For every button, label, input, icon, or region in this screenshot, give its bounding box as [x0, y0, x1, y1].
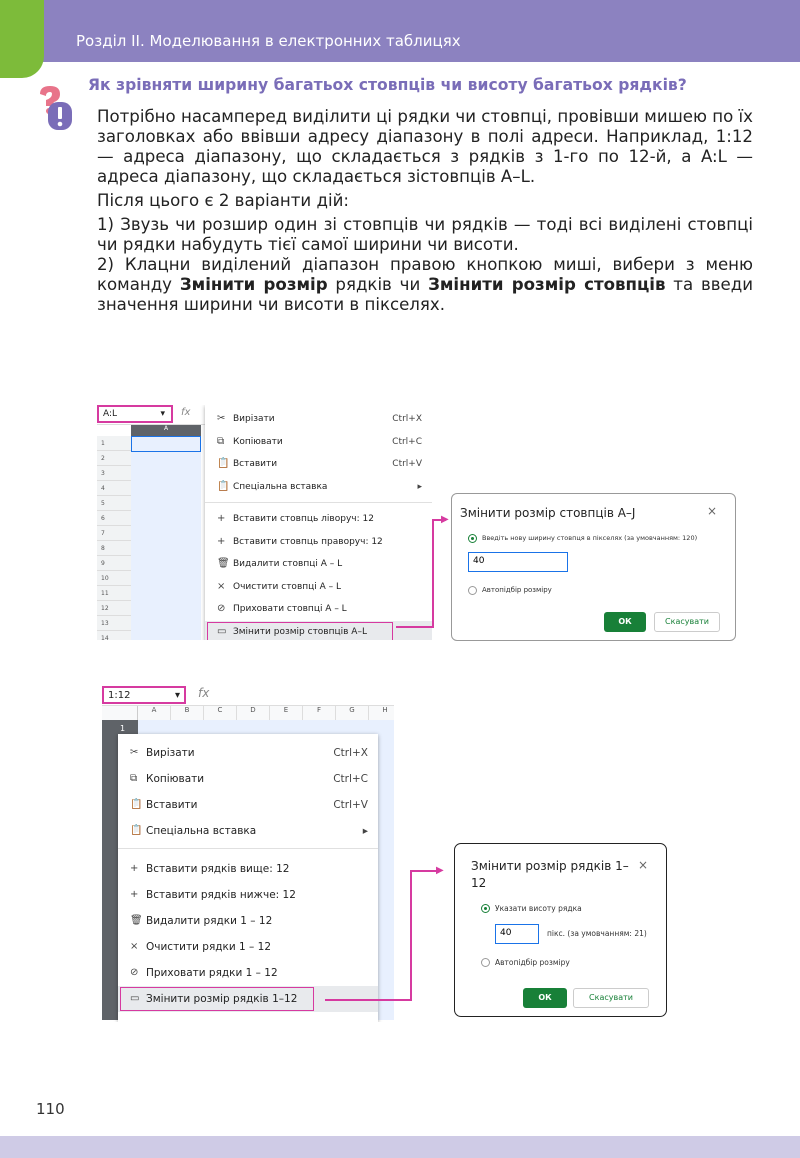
- col-header-a[interactable]: A: [131, 425, 201, 436]
- active-cell: [131, 436, 201, 452]
- menu-item-icon: ⊘: [217, 603, 226, 614]
- menu-item[interactable]: [205, 553, 432, 576]
- menu-item-label: Приховати стовпці A – L: [233, 604, 347, 614]
- row-header[interactable]: 1: [97, 436, 131, 451]
- menu-item-icon: ×: [217, 580, 226, 592]
- column-header[interactable]: G: [336, 706, 369, 720]
- menu-item-icon: +: [130, 889, 139, 900]
- menu-item-label: Спеціальна вставка: [233, 481, 328, 492]
- question-heading: Як зрівняти ширину багатьох стовпців чи висоту багатьох рядків?: [88, 76, 687, 94]
- menu-item-icon: ⊘: [130, 967, 139, 978]
- height-input[interactable]: 40: [495, 924, 539, 944]
- menu-item-label: Копіювати: [233, 436, 283, 447]
- header-green-tab: [0, 0, 44, 78]
- connector-line: [432, 519, 434, 627]
- menu-item-icon: 📋: [130, 799, 143, 810]
- chapter-title: Розділ ІІ. Моделювання в електронних таблицях: [76, 32, 461, 50]
- menu-item-shortcut: Ctrl+X: [392, 414, 422, 424]
- selected-column: [131, 436, 201, 640]
- arrow-head-icon: ▶: [436, 865, 444, 876]
- menu-item[interactable]: [118, 934, 378, 960]
- menu-item-label: Спеціальна вставка: [146, 825, 257, 837]
- ok-button[interactable]: ОК: [523, 988, 567, 1008]
- body-text: [97, 107, 753, 319]
- option-label: Указати висоту рядка: [495, 904, 582, 913]
- paragraph-4: 2) Клацни виділений діапазон правою кнопкою миші, вибери з меню команду Змінити розмір рядків чи Змінити розмір стовпців та введи значення ширини чи висоти в пікселях.: [97, 255, 753, 314]
- question-icon: [36, 84, 76, 132]
- row-header[interactable]: 9: [97, 556, 131, 571]
- name-box[interactable]: 1:12 ▾: [102, 686, 186, 704]
- menu-separator: [118, 848, 378, 849]
- menu-item[interactable]: [205, 576, 432, 599]
- paragraph-3: 1) Звузь чи розшир один зі стовпців чи рядків — тоді всі виділені стовпці чи рядки набудуть тієї самої ширини чи висоти.: [97, 215, 753, 254]
- column-header[interactable]: B: [171, 706, 204, 720]
- menu-item-shortcut: ▸: [362, 825, 368, 837]
- menu-item[interactable]: [205, 408, 432, 431]
- menu-item-shortcut: Ctrl+C: [333, 773, 368, 785]
- menu-item-shortcut: Ctrl+V: [333, 799, 368, 811]
- width-input[interactable]: 40: [468, 552, 568, 572]
- column-header[interactable]: F: [303, 706, 336, 720]
- menu-item[interactable]: [118, 766, 378, 792]
- row-header[interactable]: 7: [97, 526, 131, 541]
- row-header[interactable]: 3: [97, 466, 131, 481]
- menu-item-icon: ✂: [130, 747, 139, 758]
- row-header[interactable]: 13: [97, 616, 131, 631]
- menu-item-icon: 📋: [217, 480, 230, 492]
- radio-set-height[interactable]: [481, 904, 490, 913]
- menu-item[interactable]: [118, 882, 378, 908]
- menu-item[interactable]: [118, 740, 378, 766]
- menu-item-icon: ▭: [217, 625, 227, 637]
- context-menu: [118, 734, 378, 1022]
- menu-item-icon: +: [217, 513, 226, 524]
- row-header[interactable]: 6: [97, 511, 131, 526]
- menu-item-label: Змінити розмір рядків 1–12: [146, 993, 298, 1005]
- menu-item-label: Очистити рядки 1 – 12: [146, 941, 271, 953]
- menu-item-label: Приховати рядки 1 – 12: [146, 967, 278, 979]
- row-1-label: 1: [120, 724, 126, 733]
- cancel-button[interactable]: Скасувати: [573, 988, 649, 1008]
- menu-item-icon: ×: [130, 941, 139, 952]
- menu-item[interactable]: [118, 960, 378, 986]
- paragraph-1: Потрібно насамперед виділити ці рядки чи стовпці, провівши мишею по їх заголовках або ввівши адресу діапазону в полі адреси. Наприклад, 1:12 — адреса діапазону, що складається з рядків з 1-го по 12-й, а A:L — адреса діапазону, що складається зістовпців A–L.: [97, 107, 753, 186]
- connector-line: [325, 999, 412, 1001]
- menu-item-shortcut: ▸: [417, 481, 422, 492]
- resize-rows-dialog: [454, 843, 667, 1017]
- menu-item-label: Копіювати: [146, 773, 205, 785]
- resize-columns-dialog: [451, 493, 736, 641]
- dialog-title: Змінити розмір рядків 1– 12: [471, 859, 629, 890]
- menu-item-icon: 🗑: [130, 915, 143, 926]
- autofit-label: Автопідбір розміру: [495, 958, 570, 967]
- row-header[interactable]: 10: [97, 571, 131, 586]
- menu-item-icon: ⧉: [130, 773, 138, 784]
- menu-item-label: Вставити стовпць ліворуч: 12: [233, 514, 374, 524]
- menu-item-shortcut: Ctrl+V: [392, 459, 422, 469]
- menu-item-label: Вставити: [146, 799, 198, 811]
- name-box[interactable]: A:L ▾: [97, 405, 173, 423]
- screenshot-columns: [97, 405, 432, 640]
- dialog-title: Змінити розмір стовпців A–J: [460, 506, 636, 520]
- menu-item[interactable]: [118, 818, 378, 844]
- menu-item[interactable]: [205, 598, 432, 621]
- menu-item-shortcut: Ctrl+X: [333, 747, 368, 759]
- row-header[interactable]: 12: [97, 601, 131, 616]
- connector-line: [410, 870, 412, 1000]
- arrow-head-icon: ▶: [441, 514, 449, 525]
- menu-item-label: Вставити стовпць праворуч: 12: [233, 536, 383, 547]
- autofit-label: Автопідбір розміру: [482, 586, 552, 594]
- menu-item-label: Змінити розмір стовпців A–L: [233, 626, 367, 637]
- fx-icon: fx: [198, 686, 210, 700]
- close-icon[interactable]: ×: [706, 504, 717, 518]
- column-header[interactable]: D: [237, 706, 270, 720]
- menu-item-label: Очистити стовпці A – L: [233, 581, 342, 592]
- menu-item-icon: ✂: [217, 413, 226, 424]
- row-header[interactable]: 11: [97, 586, 131, 601]
- menu-item-label: Вирізати: [233, 414, 275, 424]
- row-header[interactable]: 14: [97, 631, 131, 640]
- row-header[interactable]: 4: [97, 481, 131, 496]
- column-header[interactable]: C: [204, 706, 237, 720]
- menu-item[interactable]: [205, 453, 432, 476]
- column-header[interactable]: E: [270, 706, 303, 720]
- menu-item[interactable]: [205, 508, 432, 531]
- menu-item-icon: +: [217, 535, 226, 547]
- menu-item-icon: ▭: [130, 993, 140, 1004]
- close-icon[interactable]: ×: [637, 858, 648, 872]
- screenshot-rows: [102, 684, 394, 1022]
- menu-item-label: Видалити рядки 1 – 12: [146, 915, 273, 927]
- menu-item[interactable]: [205, 476, 432, 499]
- radio-set-width[interactable]: [468, 534, 477, 543]
- header-inner: [44, 0, 800, 62]
- cancel-button[interactable]: Скасувати: [654, 612, 720, 632]
- menu-item[interactable]: [118, 856, 378, 882]
- menu-item[interactable]: [118, 908, 378, 934]
- menu-item[interactable]: [205, 531, 432, 554]
- radio-autofit[interactable]: [481, 958, 490, 967]
- menu-item-icon: 📋: [130, 825, 143, 836]
- menu-item-icon: 🗑: [217, 558, 230, 569]
- row-header[interactable]: 8: [97, 541, 131, 556]
- paragraph-2: Після цього є 2 варіанти дій:: [97, 191, 349, 210]
- menu-item[interactable]: [118, 792, 378, 818]
- row-header[interactable]: 2: [97, 451, 131, 466]
- column-header[interactable]: H: [369, 706, 394, 720]
- menu-item-label: Вставити: [233, 459, 278, 469]
- ok-button[interactable]: ОК: [604, 612, 646, 632]
- menu-item[interactable]: [205, 431, 432, 454]
- menu-item-icon: 📋: [217, 458, 230, 469]
- menu-item-icon: +: [130, 863, 139, 874]
- menu-item-label: Видалити стовпці A – L: [233, 559, 343, 569]
- menu-separator: [205, 502, 432, 503]
- menu-item-label: Вставити рядків вище: 12: [146, 863, 290, 875]
- menu-item-label: Вирізати: [146, 747, 195, 759]
- unit-label: пікс. (за умовчанням: 21): [547, 929, 647, 938]
- fx-icon: fx: [181, 407, 191, 418]
- bottom-band: [0, 1136, 800, 1158]
- row-header[interactable]: 5: [97, 496, 131, 511]
- menu-item-icon: ⧉: [217, 435, 225, 447]
- highlight-box: [120, 987, 314, 1011]
- page-number: 110: [36, 1100, 65, 1118]
- menu-item-label: Вставити рядків нижче: 12: [146, 889, 296, 901]
- menu-item-shortcut: Ctrl+C: [392, 436, 422, 447]
- highlight-box: [207, 622, 393, 641]
- radio-autofit[interactable]: [468, 586, 477, 595]
- column-header[interactable]: A: [138, 706, 171, 720]
- option-label: Введіть нову ширину стовпця в пікселях (за умовчанням: 120): [482, 534, 698, 542]
- connector-line: [396, 626, 434, 628]
- context-menu: [205, 405, 432, 640]
